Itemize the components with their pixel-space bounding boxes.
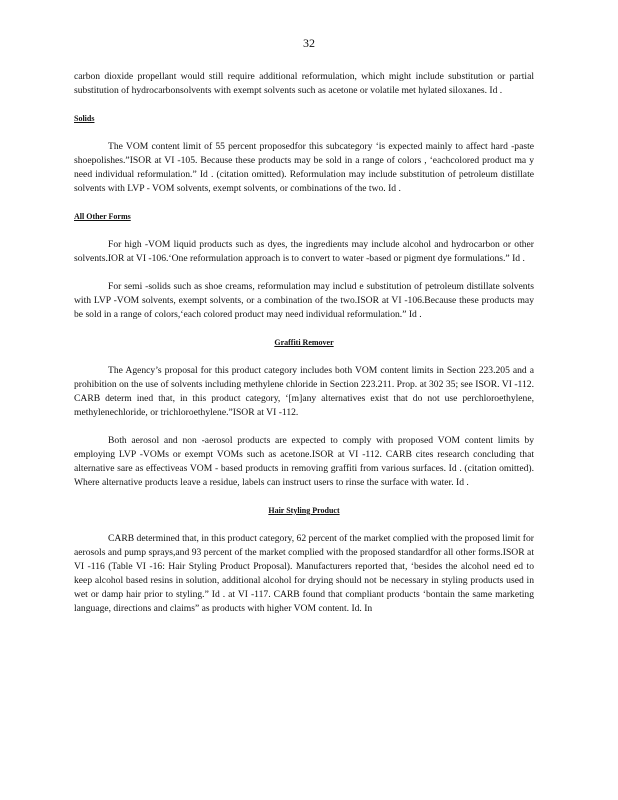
section-heading-graffiti-remover: Graffiti Remover [274, 338, 334, 347]
paragraph: The VOM content limit of 55 percent proposedfor this subcategory ‘is expected mainly to affect hard -paste shoepolishes.”ISOR at VI -105. Because these products may be sold in a range of colors , ‘eachcolored product ma y need individual reformulation.” Id . (citation omitted). Reformulation may include substitution of petroleum distillate solvents with LVP - VOM solvents, exempt solvents, or combinations of the two. Id . [74, 141, 534, 194]
paragraph: For semi -solids such as shoe creams, reformulation may includ e substitution of petroleum distillate solvents with LVP -VOM solvents, exempt solvents, or a combination of the two.ISOR at VI -106.Because these products may be sold in a range of colors,‘each colored product may need individual reformulation.” Id . [74, 281, 534, 320]
paragraph: For high -VOM liquid products such as dyes, the ingredients may include alcohol and hydrocarbon or other solvents.IOR at VI -106.‘One reformulation approach is to convert to water -based or pigment dye formulations.” Id . [74, 239, 534, 264]
document-body [74, 70, 534, 630]
page-number: 32 [303, 36, 315, 50]
section-heading-all-other-forms: All Other Forms [74, 212, 131, 221]
paragraph: carbon dioxide propellant would still require additional reformulation, which might include substitution or partial substitution of hydrocarbonsolvents with exempt solvents such as acetone or volatile met hylated siloxanes. Id . [74, 71, 534, 96]
section-heading-hair-styling-product: Hair Styling Product [268, 506, 340, 515]
section-heading-solids: Solids [74, 114, 95, 123]
paragraph: CARB determined that, in this product category, 62 percent of the market complied with the proposed limit for aerosols and pump sprays,and 93 percent of the market complied with the proposed standardfor all other forms.ISOR at VI -116 (Table VI -16: Hair Styling Product Proposal). Manufacturers reported that, ‘besides the alcohol need ed to keep alcohol based resins in solution, additional alcohol for drying should not be necessary in styling products used in wet or damp hair prior to styling.” Id . at VI -117. CARB found that compliant products ‘bontain the same marketing language, directions and claims” as products with higher VOM content. Id. In [74, 533, 534, 614]
paragraph: Both aerosol and non -aerosol products are expected to comply with proposed VOM content limits by employing LVP -VOMs or exempt VOMs such as acetone.ISOR at VI -112. CARB cites research concluding that alternative sare as effectiveas VOM - based products in removing graffiti from various surfaces. Id . (citation omitted). Where alternative products leave a residue, labels can instruct users to rinse the surface with water. Id . [74, 435, 534, 488]
paragraph: The Agency’s proposal for this product category includes both VOM content limits in Section 223.205 and a prohibition on the use of solvents including methylene chloride in Section 223.211. Prop. at 302 35; see ISOR. VI -112. CARB determ ined that, in this product category, ‘[m]any alternatives exist that do not use perchloroethylene, methylenechloride, or trichloroethylene.”ISOR at VI -112. [74, 365, 534, 418]
